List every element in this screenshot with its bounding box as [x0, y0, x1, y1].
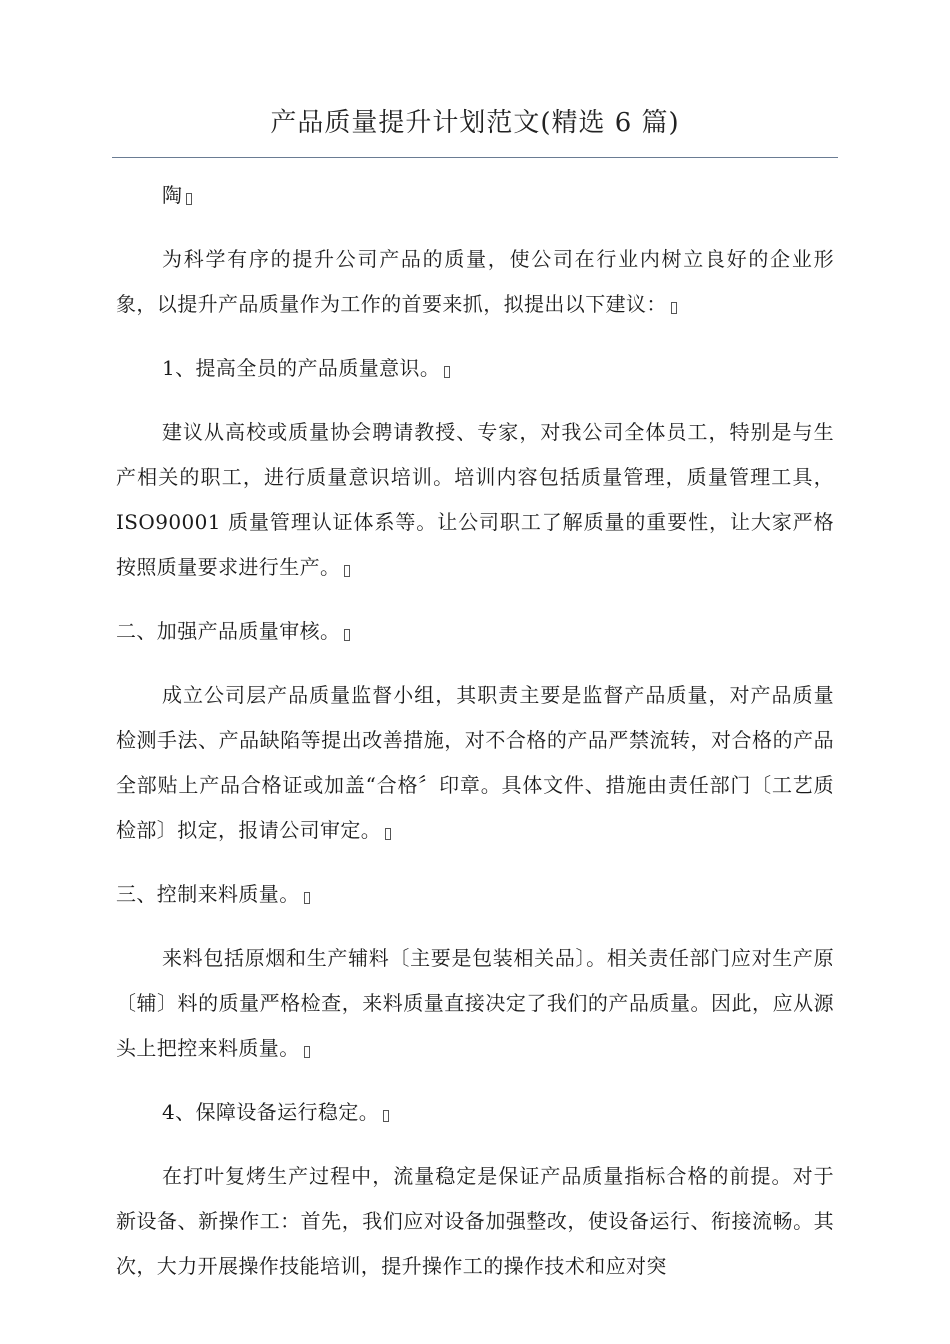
- paragraph-mark-icon: [344, 629, 350, 641]
- paragraph-mark-icon: [304, 892, 310, 904]
- paragraph: [116, 673, 834, 853]
- heading-text: 1、提高全员的产品质量意识。: [162, 356, 441, 380]
- paragraph-mark-icon: [444, 366, 450, 378]
- paragraph-text: 为科学有序的提升公司产品的质量，使公司在行业内树立良好的企业形象，以提升产品质量作为工作的首要来抓，拟提出以下建议：: [116, 247, 834, 316]
- paragraph-mark-icon: [671, 302, 677, 314]
- heading-text: 二、加强产品质量审核。: [116, 619, 341, 643]
- paragraph-mark-icon: [383, 1110, 389, 1122]
- section-heading: [116, 609, 834, 654]
- heading-text: 4、保障设备运行稳定。: [162, 1100, 380, 1124]
- paragraph-text: 在打叶复烤生产过程中，流量稳定是保证产品质量指标合格的前提。对于新设备、新操作工：首先，我们应对设备加强整改，使设备运行、衔接流畅。其次，大力开展操作技能培训，提升操作工的操作技术和应对突: [116, 1164, 834, 1278]
- heading-text: 三、控制来料质量。: [116, 882, 300, 906]
- paragraph: [116, 173, 834, 218]
- section-heading: [116, 346, 834, 391]
- paragraph-text: 来料包括原烟和生产辅料〔主要是包装相关品〕。相关责任部门应对生产原〔辅〕料的质量严格检查，来料质量直接决定了我们的产品质量。因此，应从源头上把控来料质量。: [116, 946, 834, 1060]
- document-title: 产品质量提升计划范文(精选 6 篇): [270, 108, 680, 138]
- paragraph: [116, 1154, 834, 1289]
- paragraph-text: 成立公司层产品质量监督小组，其职责主要是监督产品质量，对产品质量检测手法、产品缺陷等提出改善措施，对不合格的产品严禁流转，对合格的产品全部贴上产品合格证或加盖“合格〞印章。具体文件、措施由责任部门〔工艺质检部〕拟定，报请公司审定。: [116, 683, 834, 842]
- paragraph-text: 建议从高校或质量协会聘请教授、专家，对我公司全体员工，特别是与生产相关的职工，进行质量意识培训。培训内容包括质量管理，质量管理工具，ISO90001 质量管理认证体系等。让公司职工了解质量的重要性，让大家严格按照质量要求进行生产。: [116, 420, 834, 579]
- section-heading: [116, 1090, 834, 1135]
- paragraph-mark-icon: [186, 193, 192, 205]
- paragraph-text: 陶: [162, 183, 183, 207]
- title-divider: [112, 157, 838, 158]
- document-body: [116, 173, 834, 1308]
- paragraph-mark-icon: [385, 828, 391, 840]
- paragraph-mark-icon: [304, 1046, 310, 1058]
- paragraph: [116, 936, 834, 1071]
- paragraph: [116, 237, 834, 327]
- paragraph-mark-icon: [344, 565, 350, 577]
- section-heading: [116, 872, 834, 917]
- paragraph: [116, 410, 834, 590]
